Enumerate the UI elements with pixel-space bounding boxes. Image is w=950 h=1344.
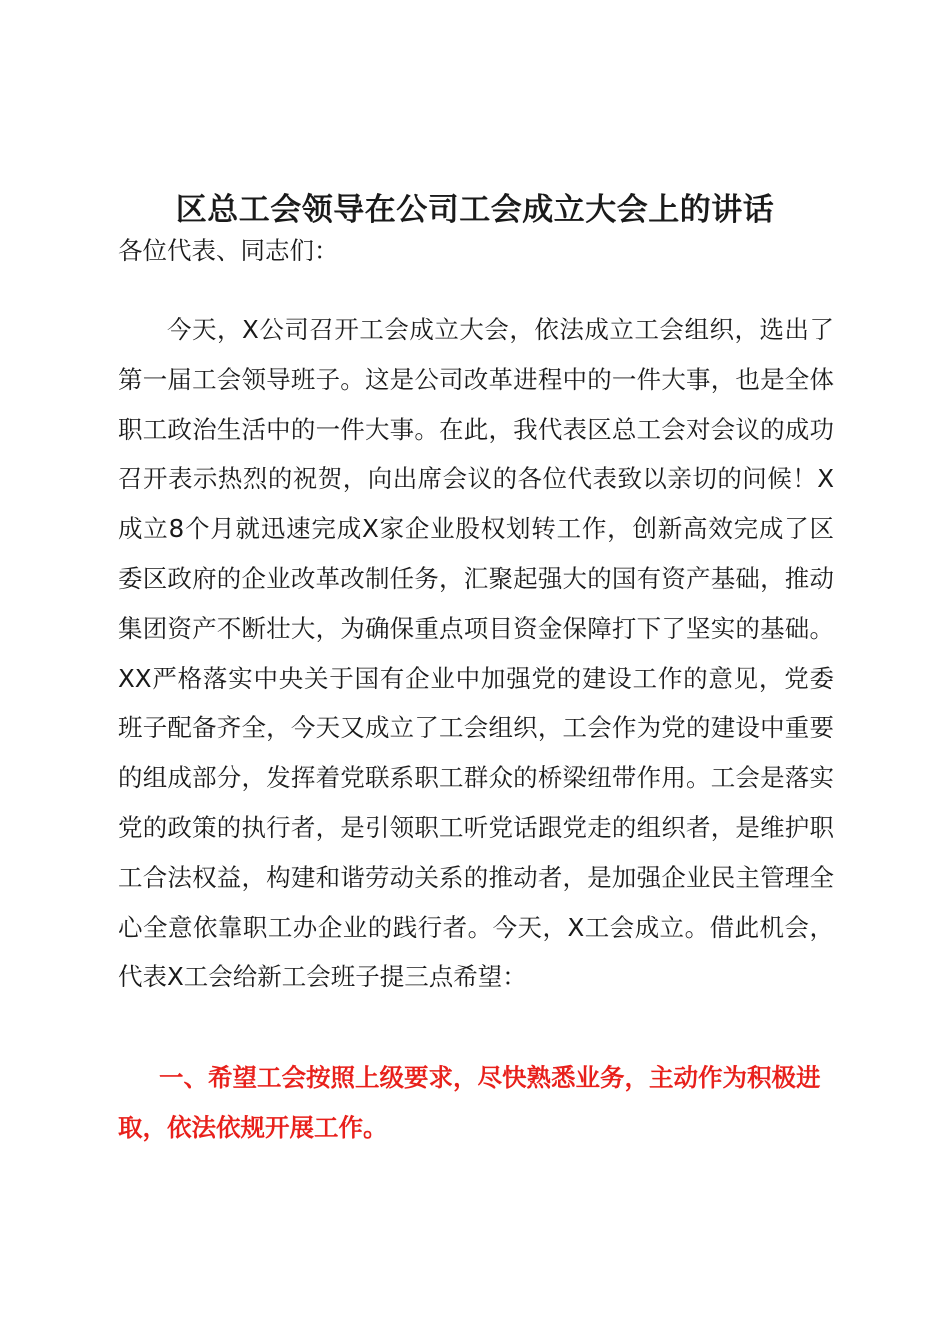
section-heading: 一、希望工会按照上级要求，尽快熟悉业务，主动作为积极进取，依法依规开展工作。: [118, 1063, 821, 1142]
document-title: 区总工会领导在公司工会成立大会上的讲话: [175, 192, 775, 228]
salutation: 各位代表、同志们：: [118, 236, 339, 265]
body-paragraph: 今天，X公司召开工会成立大会，依法成立工会组织，选出了第一届工会领导班子。这是公司改革进程中的一件大事，也是全体职工政治生活中的一件大事。在此，我代表区总工会对会议的成功召开表示热烈的祝贺，向出席会议的各位代表致以亲切的问候！X成立8个月就迅速完成X家企业股权划转工作，创新高效完成了区委区政府的企业改革改制任务，汇聚起强大的国有资产基础，推动集团资产不断壮大，为确保重点项目资金保障打下了坚实的基础。XX严格落实中央关于国有企业中加强党的建设工作的意见，党委班子配备齐全，今天又成立了工会组织，工会作为党的建设中重要的组成部分，发挥着党联系职工群众的桥梁纽带作用。工会是落实党的政策的执行者，是引领职工听党话跟党走的组织者，是维护职工合法权益，构建和谐劳动关系的推动者，是加强企业民主管理全心全意依靠职工办企业的践行者。今天，X工会成立。借此机会，代表X工会给新工会班子提三点希望：: [118, 315, 834, 992]
